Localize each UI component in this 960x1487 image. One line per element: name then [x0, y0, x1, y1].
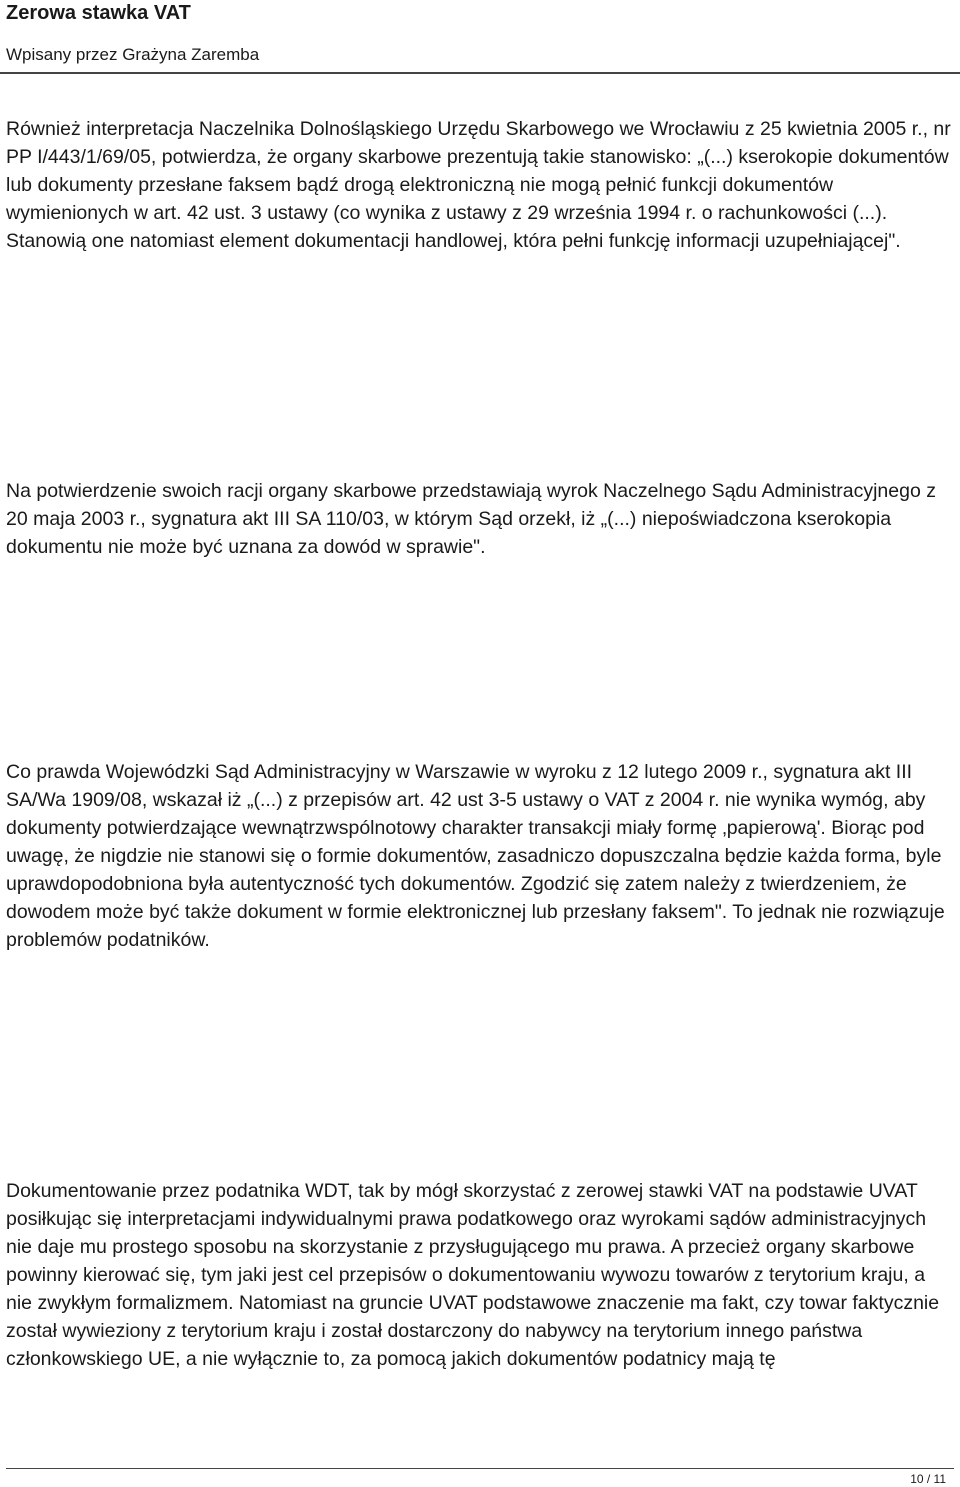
footer-divider	[6, 1468, 954, 1469]
paragraph-tax-office-interpretation: Również interpretacja Naczelnika Dolnośląskiego Urzędu Skarbowego we Wrocławiu z 25 kwietnia 2005 r., nr PP I/443/1/69/05, potwierdza, że organy skarbowe prezentują takie stanowisko: „(...) kserokopie dokumentów lub dokumenty przesłane faksem bądź drogą elektroniczną nie mogą pełnić funkcji dokumentów wymienionych w art. 42 ust. 3 ustawy (co wynika z ustawy z 29 września 1994 r. o rachunkowości (...). Stanowią one natomiast element dokumentacji handlowej, która pełni funkcję informacji uzupełniającej".	[6, 118, 951, 252]
paragraph-wsa-judgment: Co prawda Wojewódzki Sąd Administracyjny w Warszawie w wyroku z 12 lutego 2009 r., sygnatura akt III SA/Wa 1909/08, wskazał iż „(...) z przepisów art. 42 ust 3-5 ustawy o VAT z 2004 r. nie wynika wymóg, aby dokumenty potwierdzające wewnątrzwspólnotowy charakter transakcji miały formę ‚papierową'. Biorąc pod uwagę, że nigdzie nie stanowi się o formie dokumentów, zasadniczo dopuszczalna będzie każda forma, byle uprawdopodobniona była autentyczność tych dokumentów. Zgodzić się zatem należy z twierdzeniem, że dowodem może być także dokument w formie elektronicznej lub przesłany faksem". To jednak nie rozwiązuje problemów podatników.	[6, 761, 945, 951]
document-header	[6, 0, 954, 65]
header-divider	[0, 72, 960, 74]
document-title: Zerowa stawka VAT	[6, 2, 191, 24]
document-author: Wpisany przez Grażyna Zaremba	[6, 45, 260, 64]
page-number: 10 / 11	[910, 1472, 946, 1486]
paragraph-nsa-judgment: Na potwierdzenie swoich racji organy skarbowe przedstawiają wyrok Naczelnego Sądu Administracyjnego z 20 maja 2003 r., sygnatura akt III SA 110/03, w którym Sąd orzekł, iż „(...) niepoświadczona kserokopia dokumentu nie może być uznana za dowód w sprawie".	[6, 480, 936, 558]
paragraph-wdt-documentation: Dokumentowanie przez podatnika WDT, tak by mógł skorzystać z zerowej stawki VAT na podstawie UVAT posiłkując się interpretacjami indywidualnymi prawa podatkowego oraz wyrokami sądów administracyjnych nie daje mu prostego sposobu na skorzystanie z przysługującego mu prawa. A przecież organy skarbowe powinny kierować się, tym jaki jest cel przepisów o dokumentowaniu wywozu towarów z terytorium kraju, a nie zwykłym formalizmem. Natomiast na gruncie UVAT podstawowe znaczenie ma fakt, czy towar faktycznie został wywieziony z terytorium kraju i został dostarczony do nabywcy na terytorium innego państwa członkowskiego UE, a nie wyłącznie to, za pomocą jakich dokumentów podatnicy mają tę	[6, 1180, 940, 1370]
